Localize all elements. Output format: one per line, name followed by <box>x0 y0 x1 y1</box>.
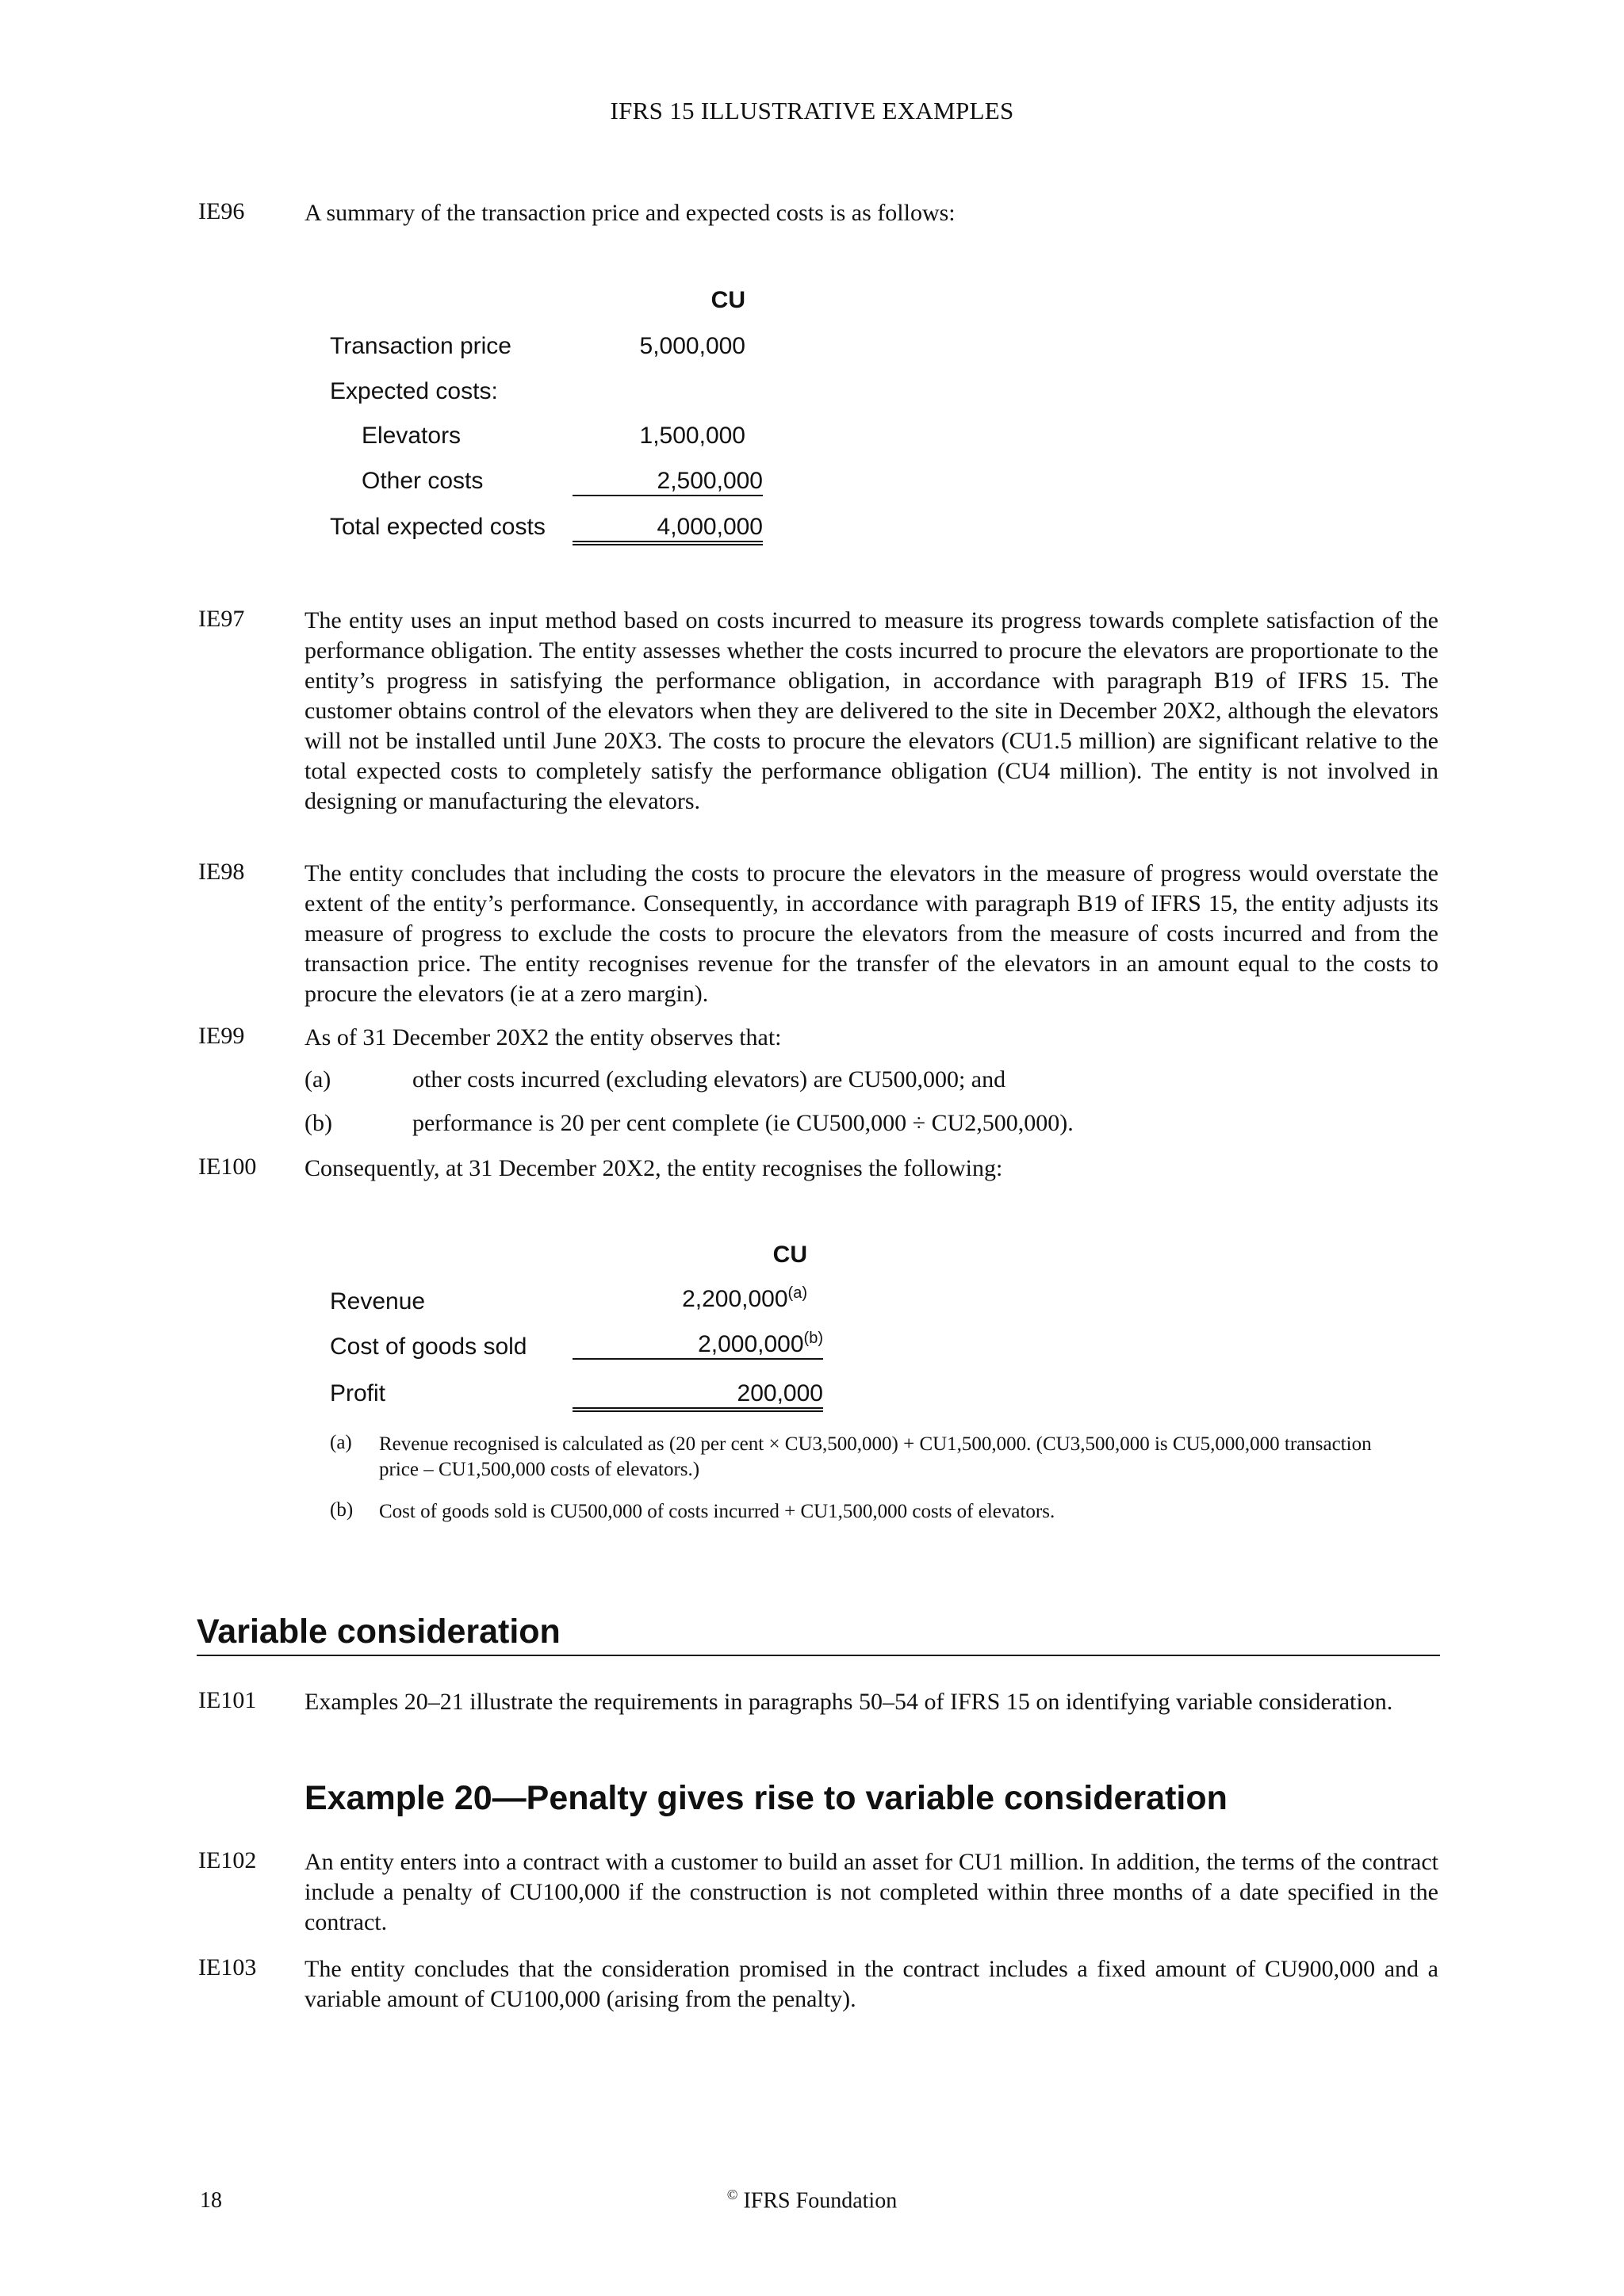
footer-copyright <box>0 2187 1624 2214</box>
list-item-text: other costs incurred (excluding elevators) are CU500,000; and <box>412 1066 1006 1093</box>
table-row-value <box>573 468 763 496</box>
paragraph-number: IE102 <box>198 1847 257 1873</box>
table-cell-value: 200,000 <box>737 1380 823 1406</box>
footnote-letter: (a) <box>330 1432 352 1453</box>
paragraph-number: IE103 <box>198 1954 257 1980</box>
paragraph-text: As of 31 December 20X2 the entity observes that: <box>304 1024 782 1050</box>
paragraph-text: Consequently, at 31 December 20X2, the entity recognises the following: <box>304 1155 1003 1181</box>
paragraph-number: IE98 <box>198 859 245 885</box>
footnote-text: Cost of goods sold is CU500,000 of costs incurred + CU1,500,000 costs of elevators. <box>379 1501 1055 1522</box>
paragraph-text: The entity concludes that including the costs to procure the elevators in the measure of progress would overstate the extent of the entity’s performance. Consequently, in accordance with paragraph B19 of IFRS 15, the entity adjusts its measure of progress to exclude the costs to procure the elevators from the measure of costs incurred and from the transaction price. The entity recognises revenue for the transfer of the elevators in an amount equal to the costs to procure the elevators (ie at a zero margin). <box>304 860 1438 1007</box>
table-total-label: Profit <box>330 1380 386 1406</box>
paragraph-number: IE97 <box>198 606 245 632</box>
table-cell-value-text: 2,000,000 <box>698 1331 804 1357</box>
footnote-letter: (b) <box>330 1499 354 1521</box>
running-header: IFRS 15 ILLUSTRATIVE EXAMPLES <box>610 97 1014 124</box>
list-item-text: performance is 20 per cent complete (ie CU500,000 ÷ CU2,500,000). <box>412 1110 1074 1136</box>
table-row-label: Revenue <box>330 1288 426 1314</box>
paragraph-text: An entity enters into a contract with a customer to build an asset for CU1 million. In addition, the terms of the contract include a penalty of CU100,000 if the construction is not completed within three months of a date specified in the contract. <box>304 1849 1438 1935</box>
footer-publisher: IFRS Foundation <box>743 2188 898 2214</box>
paragraph-number: IE101 <box>198 1687 257 1713</box>
table-row-label: Other costs <box>362 468 484 494</box>
table-total-value <box>573 1380 823 1412</box>
table-row-value: 1,500,000 <box>639 423 745 449</box>
section-heading: Variable consideration <box>197 1613 1440 1656</box>
table-cell-value <box>588 1330 823 1358</box>
footnote-marker: (a) <box>787 1284 807 1302</box>
table-row-value: 5,000,000 <box>639 333 745 359</box>
paragraph-text: The entity concludes that the consideration promised in the contract includes a fixed amount of CU900,000 and a variable amount of CU100,000 (arising from the penalty). <box>304 1956 1438 2012</box>
table-total-label: Total expected costs <box>330 514 546 540</box>
table-row-label: Expected costs: <box>330 378 498 404</box>
paragraph-number: IE100 <box>198 1154 257 1180</box>
list-item-letter: (b) <box>304 1110 332 1136</box>
table-total-value <box>573 514 763 545</box>
table-cell-value: 2,200,000 <box>682 1286 788 1312</box>
paragraph-text: A summary of the transaction price and expected costs is as follows: <box>304 200 956 226</box>
table-row-label: Transaction price <box>330 333 511 359</box>
footnote-marker: (b) <box>803 1330 823 1347</box>
paragraph-text: Examples 20–21 illustrate the requirements in paragraphs 50–54 of IFRS 15 on identifying variable consideration. <box>304 1689 1393 1715</box>
footnote-text: Revenue recognised is calculated as (20 per cent × CU3,500,000) + CU1,500,000. (CU3,500,000 is CU5,000,000 transaction price – CU1,500,000 costs of elevators.) <box>379 1433 1372 1480</box>
table-column-header: CU <box>710 287 745 313</box>
table-column-header: CU <box>772 1242 807 1268</box>
table-cell-value: 4,000,000 <box>657 514 763 540</box>
copyright-symbol: © <box>726 2187 738 2202</box>
table-row-label: Cost of goods sold <box>330 1334 527 1360</box>
paragraph-number: IE96 <box>198 198 245 224</box>
table-row-value <box>573 1284 807 1313</box>
table-row-label: Elevators <box>362 423 462 449</box>
paragraph-text: The entity uses an input method based on costs incurred to measure its progress towards complete satisfaction of the performance obligation. The entity assesses whether the costs incurred to procure the elevators are proportionate to the entity’s progress in satisfying the performance obligation, in accordance with paragraph B19 of IFRS 15. The customer obtains control of the elevators when they are delivered to the site in December 20X2, although the elevators will not be installed until June 20X3. The costs to procure the elevators (CU1.5 million) are significant relative to the total expected costs to completely satisfy the performance obligation (CU4 million). The entity is not involved in designing or manufacturing the elevators. <box>304 607 1438 814</box>
page-number: 18 <box>200 2188 222 2213</box>
table-row-value <box>573 1330 823 1360</box>
example-heading: Example 20—Penalty gives rise to variable consideration <box>304 1779 1228 1817</box>
paragraph-number: IE99 <box>198 1023 245 1049</box>
list-item-letter: (a) <box>304 1066 331 1093</box>
table-cell-value: 2,500,000 <box>657 468 763 494</box>
